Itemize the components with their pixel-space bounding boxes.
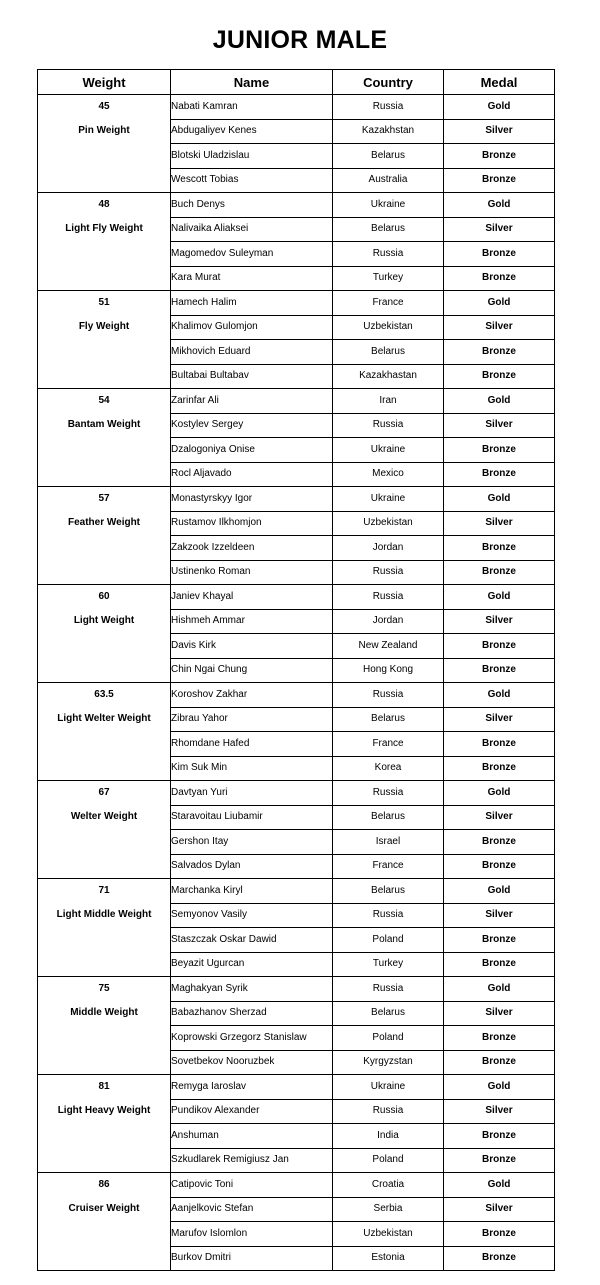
weight-category: Bantam Weight <box>38 413 171 438</box>
weight-blank-cell <box>38 1050 171 1075</box>
athlete-name: Mikhovich Eduard <box>171 340 333 365</box>
athlete-country: Ukraine <box>333 438 444 463</box>
athlete-country: Kyrgyzstan <box>333 1050 444 1075</box>
weight-class: 57 <box>38 487 171 512</box>
athlete-name: Koroshov Zakhar <box>171 683 333 708</box>
table-row <box>38 830 555 855</box>
athlete-country: Russia <box>333 683 444 708</box>
table-row <box>38 1246 555 1271</box>
table-row <box>38 364 555 389</box>
athlete-country: Poland <box>333 928 444 953</box>
medal-value: Bronze <box>444 462 555 487</box>
table-row <box>38 1099 555 1124</box>
medal-value: Silver <box>444 511 555 536</box>
weight-class: 86 <box>38 1173 171 1198</box>
athlete-country: Uzbekistan <box>333 1222 444 1247</box>
table-row <box>38 1075 555 1100</box>
medal-value: Gold <box>444 683 555 708</box>
medal-value: Bronze <box>444 438 555 463</box>
weight-blank-cell <box>38 928 171 953</box>
table-row <box>38 1222 555 1247</box>
medal-value: Bronze <box>444 952 555 977</box>
athlete-country: Russia <box>333 95 444 120</box>
weight-category: Pin Weight <box>38 119 171 144</box>
table-row <box>38 1148 555 1173</box>
table-row <box>38 658 555 683</box>
weight-class: 75 <box>38 977 171 1002</box>
weight-blank-cell <box>38 658 171 683</box>
athlete-name: Rhomdane Hafed <box>171 732 333 757</box>
weight-class: 45 <box>38 95 171 120</box>
athlete-name: Wescott Tobias <box>171 168 333 193</box>
weight-class: 63.5 <box>38 683 171 708</box>
medal-value: Silver <box>444 707 555 732</box>
medal-value: Silver <box>444 315 555 340</box>
table-row <box>38 168 555 193</box>
athlete-country: Turkey <box>333 266 444 291</box>
weight-category: Light Middle Weight <box>38 903 171 928</box>
athlete-country: France <box>333 854 444 879</box>
medal-value: Bronze <box>444 634 555 659</box>
table-row <box>38 340 555 365</box>
medal-value: Bronze <box>444 658 555 683</box>
athlete-country: Belarus <box>333 340 444 365</box>
athlete-name: Zibrau Yahor <box>171 707 333 732</box>
weight-class: 81 <box>38 1075 171 1100</box>
medal-value: Gold <box>444 781 555 806</box>
athlete-country: Ukraine <box>333 193 444 218</box>
table-row <box>38 119 555 144</box>
medal-value: Gold <box>444 291 555 316</box>
medal-value: Silver <box>444 805 555 830</box>
athlete-name: Aanjelkovic Stefan <box>171 1197 333 1222</box>
table-row <box>38 903 555 928</box>
athlete-country: Kazakhastan <box>333 364 444 389</box>
athlete-country: Belarus <box>333 879 444 904</box>
weight-class: 67 <box>38 781 171 806</box>
athlete-country: Belarus <box>333 217 444 242</box>
athlete-country: Australia <box>333 168 444 193</box>
athlete-name: Szkudlarek Remigiusz Jan <box>171 1148 333 1173</box>
results-body <box>38 95 555 1271</box>
medal-value: Silver <box>444 1001 555 1026</box>
weight-blank-cell <box>38 266 171 291</box>
athlete-name: Kim Suk Min <box>171 756 333 781</box>
athlete-name: Zakzook Izzeldeen <box>171 536 333 561</box>
athlete-country: Ukraine <box>333 1075 444 1100</box>
table-row <box>38 805 555 830</box>
weight-class: 48 <box>38 193 171 218</box>
weight-blank-cell <box>38 340 171 365</box>
athlete-name: Ustinenko Roman <box>171 560 333 585</box>
athlete-country: Russia <box>333 413 444 438</box>
athlete-name: Rustamov Ilkhomjon <box>171 511 333 536</box>
athlete-name: Nabati Kamran <box>171 95 333 120</box>
athlete-country: Serbia <box>333 1197 444 1222</box>
weight-category: Fly Weight <box>38 315 171 340</box>
table-row <box>38 1197 555 1222</box>
medal-value: Bronze <box>444 266 555 291</box>
weight-category: Light Weight <box>38 609 171 634</box>
athlete-name: Remyga Iaroslav <box>171 1075 333 1100</box>
athlete-country: Russia <box>333 585 444 610</box>
weight-blank-cell <box>38 1026 171 1051</box>
weight-class: 71 <box>38 879 171 904</box>
athlete-name: Anshuman <box>171 1124 333 1149</box>
medal-value: Silver <box>444 413 555 438</box>
athlete-country: New Zealand <box>333 634 444 659</box>
athlete-name: Zarinfar Ali <box>171 389 333 414</box>
medal-value: Silver <box>444 609 555 634</box>
athlete-country: France <box>333 732 444 757</box>
medal-header: Medal <box>444 70 555 95</box>
athlete-name: Marufov Islomlon <box>171 1222 333 1247</box>
medal-value: Bronze <box>444 732 555 757</box>
table-row <box>38 609 555 634</box>
athlete-name: Buch Denys <box>171 193 333 218</box>
medal-value: Bronze <box>444 560 555 585</box>
table-row <box>38 683 555 708</box>
weight-category: Feather Weight <box>38 511 171 536</box>
athlete-name: Maghakyan Syrik <box>171 977 333 1002</box>
athlete-name: Marchanka Kiryl <box>171 879 333 904</box>
medal-value: Silver <box>444 217 555 242</box>
athlete-country: Russia <box>333 781 444 806</box>
weight-category: Welter Weight <box>38 805 171 830</box>
athlete-country: Russia <box>333 560 444 585</box>
athlete-name: Hishmeh Ammar <box>171 609 333 634</box>
athlete-name: Salvados Dylan <box>171 854 333 879</box>
athlete-name: Rocl Aljavado <box>171 462 333 487</box>
weight-category: Light Welter Weight <box>38 707 171 732</box>
athlete-name: Koprowski Grzegorz Stanislaw <box>171 1026 333 1051</box>
medal-value: Bronze <box>444 144 555 169</box>
header-row <box>38 70 555 95</box>
weight-blank-cell <box>38 1124 171 1149</box>
athlete-name: Semyonov Vasily <box>171 903 333 928</box>
medal-value: Bronze <box>444 1148 555 1173</box>
medal-value: Bronze <box>444 928 555 953</box>
table-row <box>38 242 555 267</box>
medal-value: Bronze <box>444 830 555 855</box>
athlete-country: Kazakhstan <box>333 119 444 144</box>
athlete-name: Dzalogoniya Onise <box>171 438 333 463</box>
table-row <box>38 511 555 536</box>
athlete-country: Russia <box>333 242 444 267</box>
medal-value: Bronze <box>444 340 555 365</box>
athlete-name: Catipovic Toni <box>171 1173 333 1198</box>
weight-header: Weight <box>38 70 171 95</box>
weight-blank-cell <box>38 1222 171 1247</box>
table-row <box>38 928 555 953</box>
weight-blank-cell <box>38 830 171 855</box>
table-row <box>38 536 555 561</box>
athlete-name: Staszczak Oskar Dawid <box>171 928 333 953</box>
table-row <box>38 389 555 414</box>
athlete-country: Jordan <box>333 609 444 634</box>
weight-blank-cell <box>38 168 171 193</box>
athlete-country: France <box>333 291 444 316</box>
athlete-name: Bultabai Bultabav <box>171 364 333 389</box>
medal-value: Silver <box>444 1099 555 1124</box>
athlete-name: Magomedov Suleyman <box>171 242 333 267</box>
weight-class: 54 <box>38 389 171 414</box>
weight-class: 60 <box>38 585 171 610</box>
athlete-country: Belarus <box>333 144 444 169</box>
medal-value: Gold <box>444 1075 555 1100</box>
athlete-name: Hamech Halim <box>171 291 333 316</box>
medal-value: Silver <box>444 1197 555 1222</box>
weight-blank-cell <box>38 1148 171 1173</box>
athlete-country: Mexico <box>333 462 444 487</box>
athlete-country: Iran <box>333 389 444 414</box>
athlete-name: Babazhanov Sherzad <box>171 1001 333 1026</box>
medal-value: Gold <box>444 193 555 218</box>
medal-value: Bronze <box>444 536 555 561</box>
weight-blank-cell <box>38 560 171 585</box>
athlete-country: Uzbekistan <box>333 511 444 536</box>
athlete-country: Belarus <box>333 805 444 830</box>
table-row <box>38 634 555 659</box>
table-row <box>38 1050 555 1075</box>
medal-value: Gold <box>444 389 555 414</box>
table-row <box>38 560 555 585</box>
medal-value: Bronze <box>444 1246 555 1271</box>
medal-value: Bronze <box>444 854 555 879</box>
athlete-name: Janiev Khayal <box>171 585 333 610</box>
athlete-name: Burkov Dmitri <box>171 1246 333 1271</box>
medal-value: Bronze <box>444 242 555 267</box>
athlete-name: Abdugaliyev Kenes <box>171 119 333 144</box>
table-row <box>38 1173 555 1198</box>
athlete-country: Poland <box>333 1148 444 1173</box>
table-row <box>38 854 555 879</box>
medal-value: Gold <box>444 585 555 610</box>
athlete-name: Staravoitau Liubamir <box>171 805 333 830</box>
medal-value: Bronze <box>444 1124 555 1149</box>
table-row <box>38 732 555 757</box>
medal-value: Bronze <box>444 1222 555 1247</box>
results-table <box>37 69 555 1271</box>
page-title: JUNIOR MALE <box>212 26 388 54</box>
table-row <box>38 1001 555 1026</box>
medal-value: Gold <box>444 95 555 120</box>
table-row <box>38 413 555 438</box>
athlete-name: Sovetbekov Nooruzbek <box>171 1050 333 1075</box>
medal-value: Bronze <box>444 1050 555 1075</box>
medal-value: Bronze <box>444 1026 555 1051</box>
athlete-name: Davtyan Yuri <box>171 781 333 806</box>
table-row <box>38 193 555 218</box>
table-row <box>38 781 555 806</box>
weight-blank-cell <box>38 1246 171 1271</box>
table-row <box>38 879 555 904</box>
table-row <box>38 462 555 487</box>
medal-value: Gold <box>444 977 555 1002</box>
table-row <box>38 438 555 463</box>
athlete-name: Pundikov Alexander <box>171 1099 333 1124</box>
table-row <box>38 977 555 1002</box>
table-row <box>38 217 555 242</box>
weight-category: Light Fly Weight <box>38 217 171 242</box>
athlete-country: Jordan <box>333 536 444 561</box>
weight-blank-cell <box>38 438 171 463</box>
athlete-country: Croatia <box>333 1173 444 1198</box>
athlete-name: Chin Ngai Chung <box>171 658 333 683</box>
athlete-country: India <box>333 1124 444 1149</box>
weight-blank-cell <box>38 756 171 781</box>
athlete-name: Khalimov Gulomjon <box>171 315 333 340</box>
medal-value: Bronze <box>444 168 555 193</box>
weight-blank-cell <box>38 952 171 977</box>
table-row <box>38 1026 555 1051</box>
name-header: Name <box>171 70 333 95</box>
table-row <box>38 95 555 120</box>
athlete-name: Davis Kirk <box>171 634 333 659</box>
athlete-country: Belarus <box>333 1001 444 1026</box>
athlete-name: Gershon Itay <box>171 830 333 855</box>
athlete-country: Korea <box>333 756 444 781</box>
weight-blank-cell <box>38 462 171 487</box>
athlete-country: Poland <box>333 1026 444 1051</box>
athlete-country: Estonia <box>333 1246 444 1271</box>
athlete-country: Russia <box>333 1099 444 1124</box>
weight-blank-cell <box>38 854 171 879</box>
weight-category: Light Heavy Weight <box>38 1099 171 1124</box>
medal-value: Gold <box>444 487 555 512</box>
athlete-name: Beyazit Ugurcan <box>171 952 333 977</box>
weight-blank-cell <box>38 536 171 561</box>
table-row <box>38 487 555 512</box>
athlete-country: Russia <box>333 977 444 1002</box>
athlete-country: Russia <box>333 903 444 928</box>
medal-value: Silver <box>444 119 555 144</box>
athlete-name: Kostylev Sergey <box>171 413 333 438</box>
weight-class: 51 <box>38 291 171 316</box>
table-row <box>38 266 555 291</box>
athlete-name: Kara Murat <box>171 266 333 291</box>
table-row <box>38 315 555 340</box>
table-row <box>38 585 555 610</box>
weight-blank-cell <box>38 634 171 659</box>
athlete-country: Ukraine <box>333 487 444 512</box>
table-row <box>38 291 555 316</box>
table-row <box>38 1124 555 1149</box>
medal-value: Gold <box>444 1173 555 1198</box>
medal-value: Silver <box>444 903 555 928</box>
weight-blank-cell <box>38 364 171 389</box>
athlete-country: Israel <box>333 830 444 855</box>
weight-blank-cell <box>38 732 171 757</box>
table-row <box>38 756 555 781</box>
medal-value: Bronze <box>444 364 555 389</box>
athlete-country: Hong Kong <box>333 658 444 683</box>
athlete-country: Uzbekistan <box>333 315 444 340</box>
table-row <box>38 952 555 977</box>
athlete-name: Nalivaika Aliaksei <box>171 217 333 242</box>
athlete-country: Belarus <box>333 707 444 732</box>
country-header: Country <box>333 70 444 95</box>
athlete-name: Blotski Uladzislau <box>171 144 333 169</box>
table-row <box>38 707 555 732</box>
medal-value: Gold <box>444 879 555 904</box>
athlete-name: Monastyrskyy Igor <box>171 487 333 512</box>
weight-blank-cell <box>38 242 171 267</box>
athlete-country: Turkey <box>333 952 444 977</box>
weight-category: Middle Weight <box>38 1001 171 1026</box>
table-row <box>38 144 555 169</box>
weight-category: Cruiser Weight <box>38 1197 171 1222</box>
weight-blank-cell <box>38 144 171 169</box>
medal-value: Bronze <box>444 756 555 781</box>
